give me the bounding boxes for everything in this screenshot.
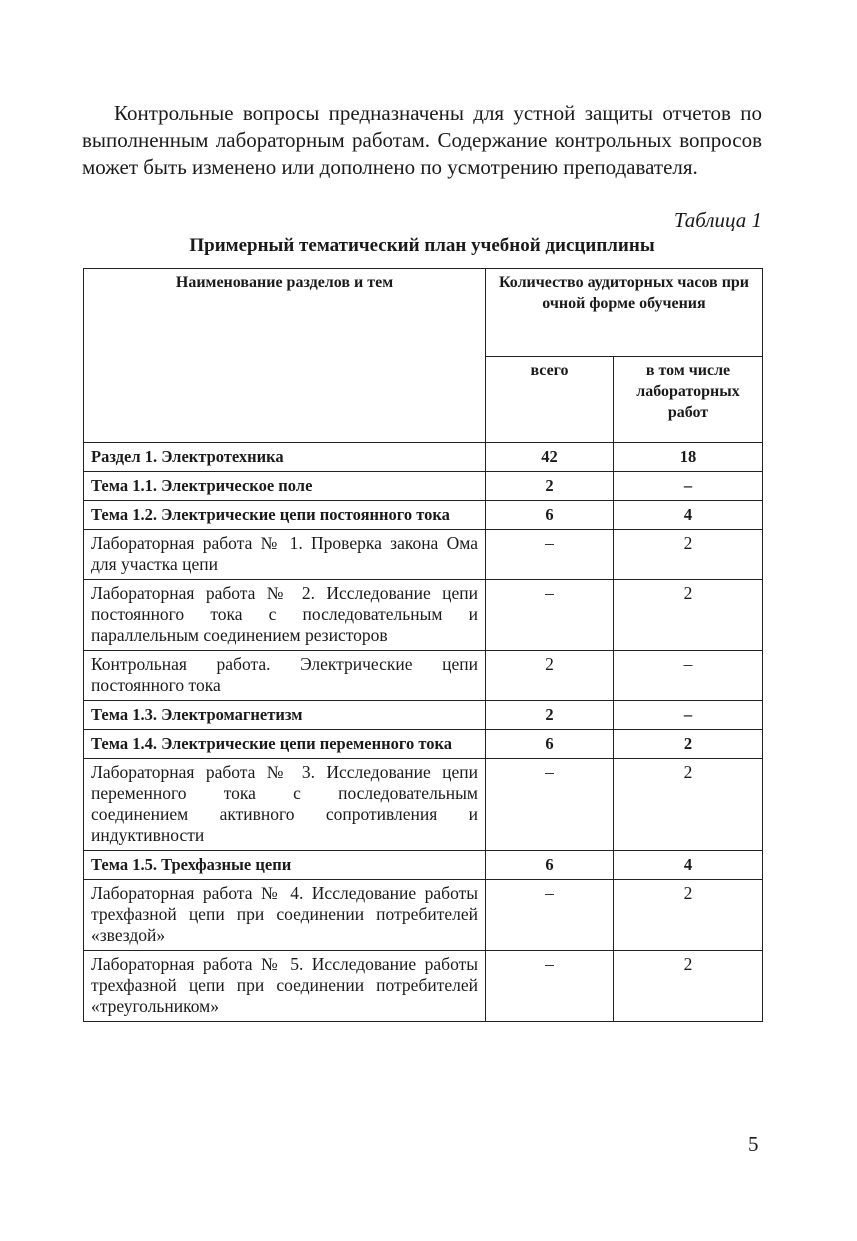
row-labs: – — [614, 651, 763, 701]
row-labs: 4 — [614, 501, 763, 530]
table-row — [84, 701, 763, 730]
row-labs: 4 — [614, 851, 763, 880]
row-labs: – — [614, 701, 763, 730]
row-total: 6 — [486, 501, 614, 530]
row-name: Тема 1.3. Электромагнетизм — [84, 701, 486, 730]
row-name: Тема 1.2. Электрические цепи постоянного тока — [84, 501, 486, 530]
table-caption: Таблица 1 — [673, 208, 762, 232]
row-name: Лабораторная работа № 3. Исследование цепи переменного тока с последовательным соединением активного сопротивления и индуктивности — [84, 759, 486, 851]
row-total: 2 — [486, 472, 614, 501]
table-row — [84, 880, 763, 951]
row-labs: 2 — [614, 759, 763, 851]
row-name: Раздел 1. Электротехника — [84, 443, 486, 472]
table-row — [84, 759, 763, 851]
row-name: Контрольная работа. Электрические цепи постоянного тока — [84, 651, 486, 701]
table-row — [84, 651, 763, 701]
row-labs: 2 — [614, 580, 763, 651]
header-total: всего — [486, 357, 614, 443]
row-name: Тема 1.1. Электрическое поле — [84, 472, 486, 501]
header-labs: в том числе лабораторных работ — [614, 357, 763, 443]
row-labs: 2 — [614, 880, 763, 951]
row-total: – — [486, 580, 614, 651]
row-name: Тема 1.4. Электрические цепи переменного тока — [84, 730, 486, 759]
header-hours-group: Количество аудиторных часов при очной форме обучения — [486, 269, 763, 357]
row-name: Лабораторная работа № 1. Проверка закона Ома для участка цепи — [84, 530, 486, 580]
row-total: 6 — [486, 730, 614, 759]
row-total: 6 — [486, 851, 614, 880]
row-total: – — [486, 759, 614, 851]
row-name: Лабораторная работа № 5. Исследование работы трехфазной цепи при соединении потребителей «треугольником» — [84, 951, 486, 1022]
row-total: – — [486, 880, 614, 951]
row-total: 2 — [486, 701, 614, 730]
table-row — [84, 472, 763, 501]
intro-paragraph: Контрольные вопросы предназначены для устной защиты отчетов по выполненным лабораторным работам. Содержание контрольных вопросов может быть изменено или дополнено по усмотрению преподавателя. — [82, 101, 762, 179]
table-row — [84, 501, 763, 530]
row-name: Тема 1.5. Трехфазные цепи — [84, 851, 486, 880]
row-labs: 2 — [614, 530, 763, 580]
row-labs: 18 — [614, 443, 763, 472]
row-labs: 2 — [614, 951, 763, 1022]
row-name: Лабораторная работа № 4. Исследование работы трехфазной цепи при соединении потребителей «звездой» — [84, 880, 486, 951]
table-row — [84, 951, 763, 1022]
table-row — [84, 730, 763, 759]
table-row — [84, 580, 763, 651]
row-labs: 2 — [614, 730, 763, 759]
table-row — [84, 530, 763, 580]
row-total: 2 — [486, 651, 614, 701]
row-labs: – — [614, 472, 763, 501]
row-total: – — [486, 530, 614, 580]
table-row — [84, 851, 763, 880]
thematic-plan-table — [83, 268, 763, 1022]
table-row — [84, 443, 763, 472]
row-total: 42 — [486, 443, 614, 472]
header-name: Наименование разделов и тем — [84, 269, 486, 443]
row-total: – — [486, 951, 614, 1022]
page-number: 5 — [748, 1132, 759, 1156]
table-title: Примерный тематический план учебной дисциплины — [189, 235, 655, 256]
row-name: Лабораторная работа № 2. Исследование цепи постоянного тока с последовательным и параллельным соединением резисторов — [84, 580, 486, 651]
